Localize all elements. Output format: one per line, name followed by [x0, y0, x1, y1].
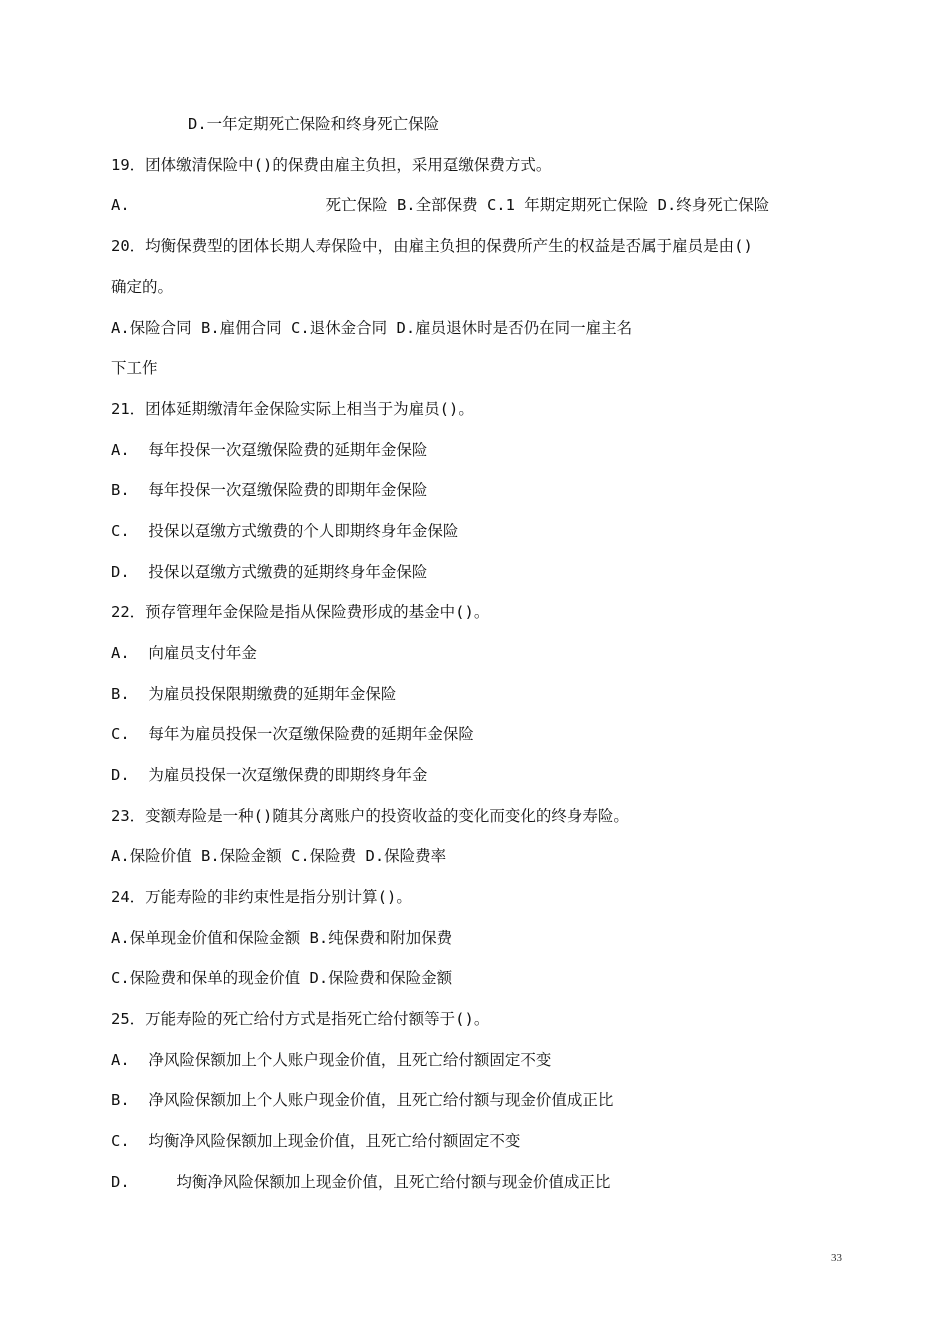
question-25-option-d: D. 均衡净风险保额加上现金价值，且死亡给付额与现金价值成正比	[111, 1173, 611, 1191]
question-19: 19．团体缴清保险中()的保费由雇主负担，采用趸缴保费方式。	[111, 156, 552, 174]
question-21-option-c: C. 投保以趸缴方式缴费的个人即期终身年金保险	[111, 522, 459, 540]
question-25-option-b: B. 净风险保额加上个人账户现金价值，且死亡给付额与现金价值成正比	[111, 1091, 614, 1109]
question-23: 23．变额寿险是一种()随其分离账户的投资收益的变化而变化的终身寿险。	[111, 807, 629, 825]
question-24: 24．万能寿险的非约束性是指分别计算()。	[111, 888, 412, 906]
question-24-options-ab: A.保单现金价值和保险金额 B.纯保费和附加保费	[111, 929, 453, 947]
question-20-options: A.保险合同 B.雇佣合同 C.退休金合同 D.雇员退休时是否仍在同一雇主名	[111, 319, 633, 337]
page-number: 33	[831, 1252, 842, 1264]
question-25-option-a: A. 净风险保额加上个人账户现金价值，且死亡给付额固定不变	[111, 1051, 552, 1069]
question-21: 21．团体延期缴清年金保险实际上相当于为雇员()。	[111, 400, 474, 418]
question-24-options-cd: C.保险费和保单的现金价值 D.保险费和保险金额	[111, 969, 453, 987]
question-21-option-b: B. 每年投保一次趸缴保险费的即期年金保险	[111, 481, 428, 499]
question-25: 25．万能寿险的死亡给付方式是指死亡给付额等于()。	[111, 1010, 490, 1028]
question-22-option-d: D. 为雇员投保一次趸缴保费的即期终身年金	[111, 766, 428, 784]
question-20-options-continued: 下工作	[111, 359, 158, 377]
question-22: 22．预存管理年金保险是指从保险费形成的基金中()。	[111, 603, 490, 621]
question-22-option-b: B. 为雇员投保限期缴费的延期年金保险	[111, 685, 397, 703]
question-25-option-c: C. 均衡净风险保额加上现金价值，且死亡给付额固定不变	[111, 1132, 521, 1150]
question-20-continued: 确定的。	[111, 278, 174, 296]
text-line: D.一年定期死亡保险和终身死亡保险	[188, 115, 440, 133]
question-21-option-a: A. 每年投保一次趸缴保险费的延期年金保险	[111, 441, 428, 459]
question-19-options: A. 死亡保险 B.全部保费 C.1 年期定期死亡保险 D.终身死亡保险	[111, 196, 770, 214]
question-20: 20．均衡保费型的团体长期人寿保险中，由雇主负担的保费所产生的权益是否属于雇员是由()	[111, 237, 753, 255]
question-22-option-a: A. 向雇员支付年金	[111, 644, 257, 662]
question-23-options: A.保险价值 B.保险金额 C.保险费 D.保险费率	[111, 847, 447, 865]
question-21-option-d: D. 投保以趸缴方式缴费的延期终身年金保险	[111, 563, 428, 581]
question-22-option-c: C. 每年为雇员投保一次趸缴保险费的延期年金保险	[111, 725, 474, 743]
